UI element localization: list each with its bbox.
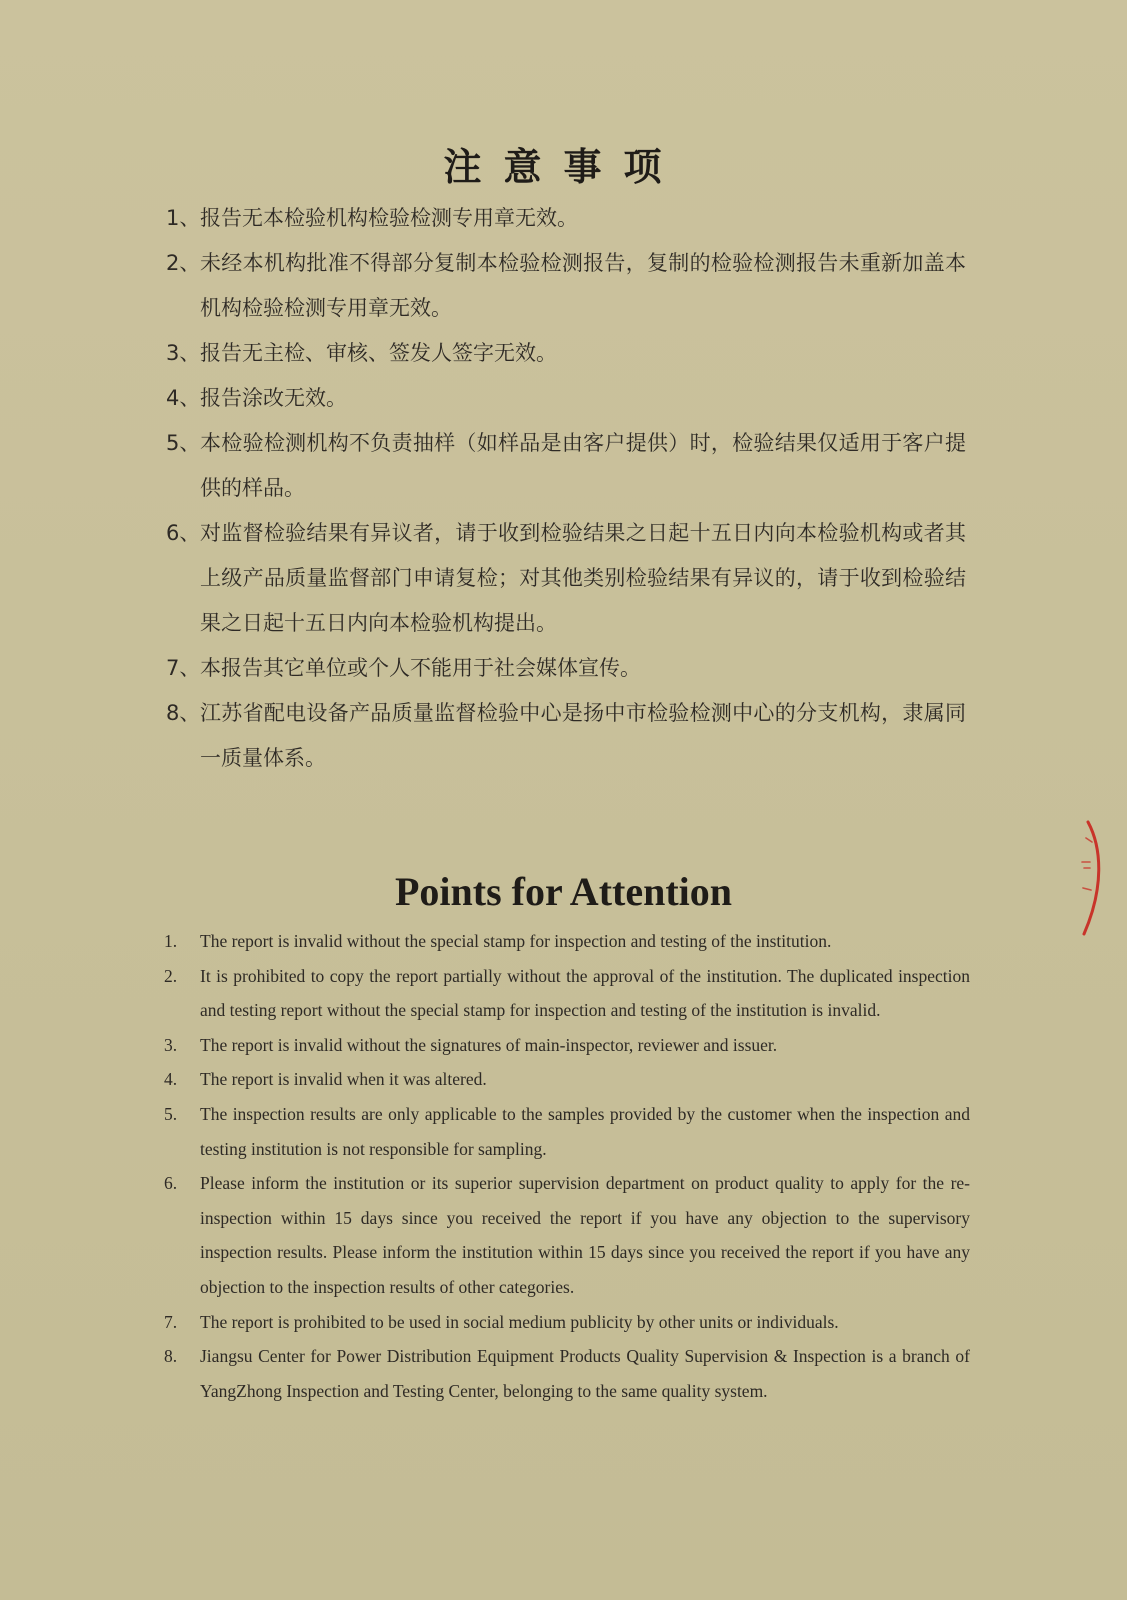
item-number: 3、: [166, 341, 201, 365]
item-number: 5.: [164, 1103, 178, 1124]
item-text: 本报告其它单位或个人不能用于社会媒体宣传。: [200, 656, 641, 680]
item-text: The inspection results are only applicable to the samples provided by the customer when the inspection and testing institution is not responsible for sampling.: [200, 1103, 970, 1159]
item-number: 5、: [166, 431, 201, 455]
item-number: 1.: [164, 931, 178, 951]
item-text: It is prohibited to copy the report partially without the approval of the institution. The duplicated inspection and testing report without the special stamp for inspection and testing of the institution is invalid.: [200, 965, 970, 1021]
english-notice-list: [164, 924, 970, 1408]
item-text: The report is invalid when it was altered.: [200, 1069, 487, 1090]
list-item: [164, 1097, 970, 1166]
list-item: [164, 1028, 970, 1063]
chinese-notice-list: [166, 196, 966, 781]
partial-seal-stamp: [1078, 818, 1108, 938]
item-number: 2.: [164, 965, 178, 986]
chinese-title: 注意事项: [443, 145, 684, 189]
list-item: [164, 1166, 970, 1304]
list-item: [164, 924, 970, 959]
item-number: 3.: [164, 1034, 178, 1055]
list-item: [164, 1062, 970, 1097]
item-number: 7、: [166, 656, 201, 680]
item-text: The report is invalid without the signatures of main-inspector, reviewer and issuer.: [200, 1034, 778, 1055]
list-item: [166, 646, 966, 691]
item-number: 4、: [166, 386, 201, 410]
item-number: 4.: [164, 1069, 178, 1090]
list-item: [166, 241, 966, 331]
item-number: 8、: [166, 701, 201, 725]
item-text: 江苏省配电设备产品质量监督检验中心是扬中市检验检测中心的分支机构，隶属同一质量体系。: [200, 701, 966, 770]
list-item: [166, 421, 966, 511]
item-text: 未经本机构批准不得部分复制本检验检测报告，复制的检验检测报告未重新加盖本机构检验检测专用章无效。: [200, 251, 966, 320]
item-number: 6.: [164, 1173, 178, 1194]
list-item: [164, 1339, 970, 1408]
item-text: 对监督检验结果有异议者，请于收到检验结果之日起十五日内向本检验机构或者其上级产品质量监督部门申请复检；对其他类别检验结果有异议的，请于收到检验结果之日起十五日内向本检验机构提出。: [200, 521, 966, 635]
item-text: The report is invalid without the special stamp for inspection and testing of the institution.: [200, 931, 832, 951]
item-text: Please inform the institution or its superior supervision department on product quality to apply for the re-inspection within 15 days since you received the report if you have any objection to the supervisory inspection results. Please inform the institution within 15 days since you received the report if you have any objection to the inspection results of other categories.: [200, 1173, 970, 1297]
list-item: [166, 331, 966, 376]
item-text: Jiangsu Center for Power Distribution Equipment Products Quality Supervision & Inspection is a branch of YangZhong Inspection and Testing Center, belonging to the same quality system.: [200, 1346, 970, 1401]
item-number: 6、: [166, 521, 201, 545]
item-number: 1、: [166, 206, 201, 230]
list-item: [166, 196, 966, 241]
item-text: 本检验检测机构不负责抽样（如样品是由客户提供）时，检验结果仅适用于客户提供的样品。: [200, 431, 966, 500]
list-item: [166, 376, 966, 421]
list-item: [164, 1305, 970, 1340]
list-item: [166, 511, 966, 646]
list-item: [164, 959, 970, 1028]
item-number: 7.: [164, 1311, 178, 1332]
list-item: [166, 691, 966, 781]
item-number: 8.: [164, 1346, 178, 1367]
item-text: 报告涂改无效。: [200, 386, 347, 410]
item-number: 2、: [166, 251, 201, 275]
item-text: The report is prohibited to be used in social medium publicity by other units or individuals.: [200, 1311, 839, 1332]
english-title: Points for Attention: [394, 869, 733, 914]
item-text: 报告无本检验机构检验检测专用章无效。: [200, 206, 578, 230]
item-text: 报告无主检、审核、签发人签字无效。: [200, 341, 557, 365]
